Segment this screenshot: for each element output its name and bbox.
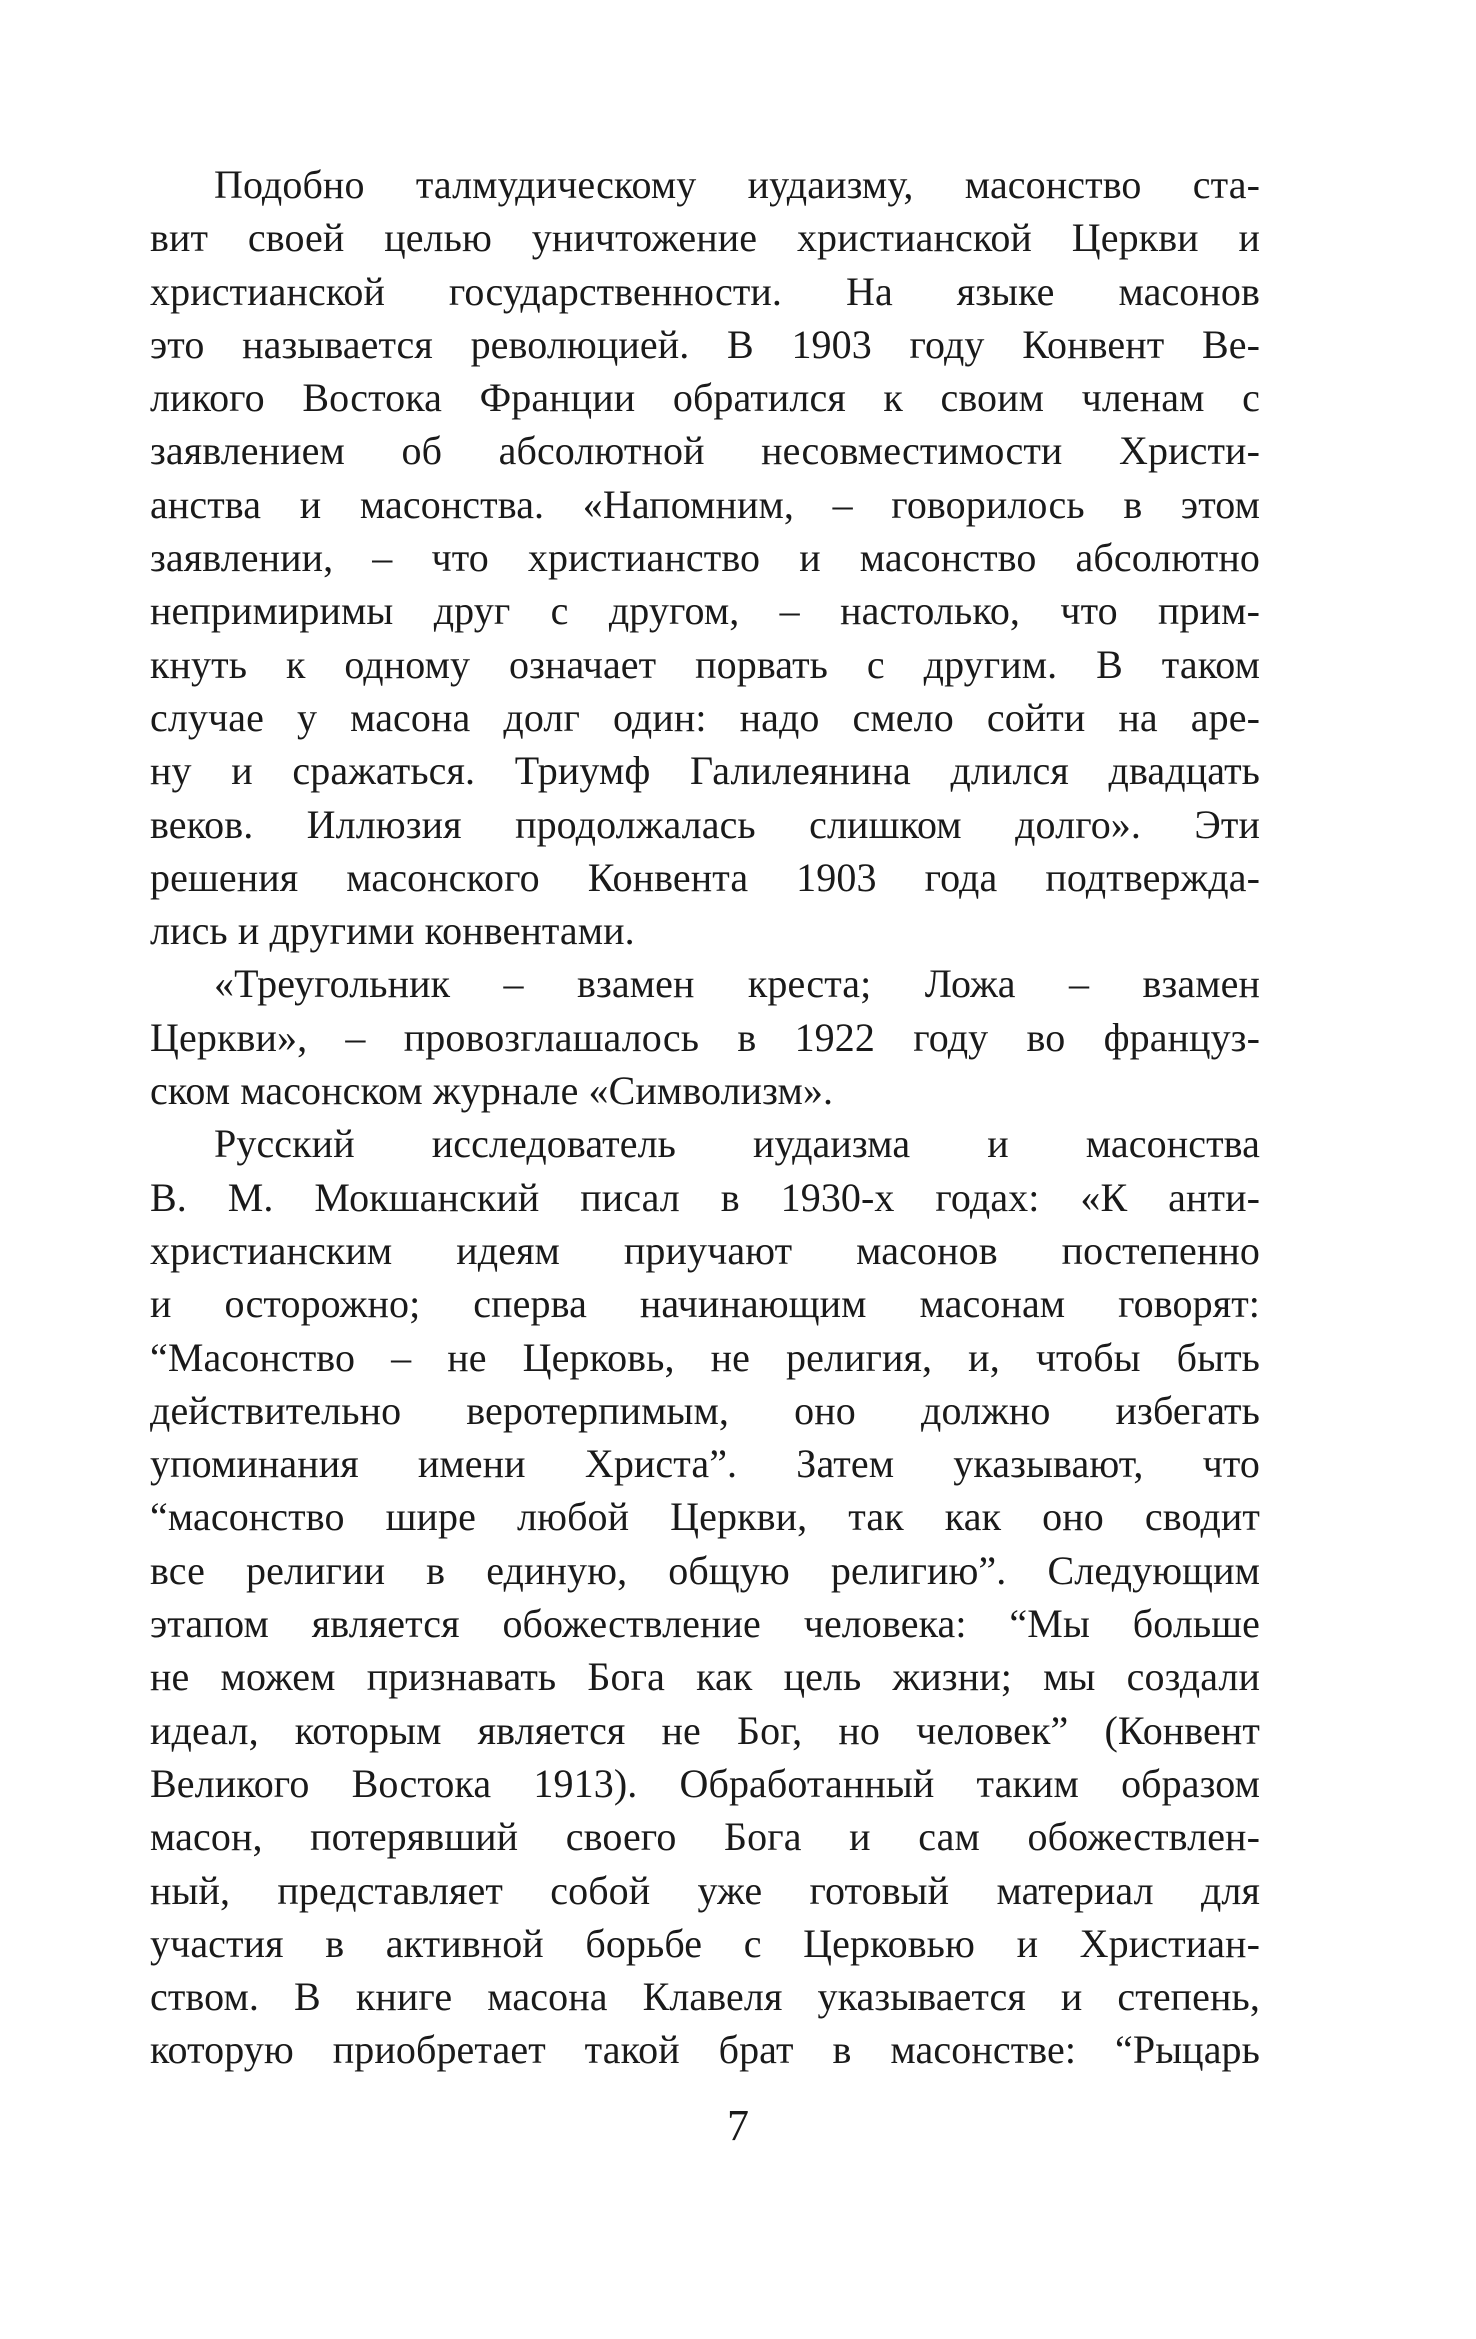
text-line: анства и масонства. «Напомним, – говорилось в этом: [150, 481, 1260, 527]
text-line: ликого Востока Франции обратился к своим членам с: [150, 375, 1260, 421]
text-line: все религии в единую, общую религию”. Следующим: [150, 1547, 1260, 1593]
text-line: Великого Востока 1913). Обработанный таким образом: [150, 1760, 1260, 1806]
text-line: идеал, которым является не Бог, но человек” (Конвент: [150, 1707, 1260, 1753]
text-line: христианской государственности. На языке масонов: [150, 268, 1260, 314]
text-line: «Треугольник – взамен креста; Ложа – взамен: [214, 961, 1260, 1007]
text-line: непримиримы друг с другом, – настолько, что прим-: [150, 588, 1260, 634]
page-number: 7: [727, 2101, 749, 2150]
text-line: В. М. Мокшанский писал в 1930-х годах: «К анти-: [150, 1174, 1260, 1220]
paragraph: [150, 158, 1260, 957]
text-line: Подобно талмудическому иудаизму, масонство ста-: [214, 162, 1260, 207]
text-line: вит своей целью уничтожение христианской Церкви и: [150, 215, 1260, 261]
text-line: упоминания имени Христа”. Затем указывают, что: [150, 1441, 1260, 1487]
text-line: не можем признавать Бога как цель жизни; мы создали: [150, 1654, 1260, 1700]
text-line: ный, представляет собой уже готовый материал для: [150, 1867, 1260, 1913]
text-line: “масонство шире любой Церкви, так как оно сводит: [150, 1494, 1260, 1540]
text-line: этапом является обожествление человека: “Мы больше: [150, 1601, 1260, 1647]
text-line: Церкви», – провозглашалось в 1922 году во француз-: [150, 1014, 1260, 1060]
body-text: [150, 158, 1260, 2077]
text-line: участия в активной борьбе с Церковью и Христиан-: [150, 1920, 1260, 1966]
paragraph: [150, 957, 1260, 1117]
text-line: ну и сражаться. Триумф Галилеянина длился двадцать: [150, 748, 1260, 794]
text-line: кнуть к одному означает порвать с другим. В таком: [150, 641, 1260, 687]
text-line: и осторожно; сперва начинающим масонам говорят:: [150, 1281, 1260, 1327]
text-line: “Масонство – не Церковь, не религия, и, чтобы быть: [150, 1334, 1260, 1380]
text-line: ством. В книге масона Клавеля указывается и степень,: [150, 1974, 1260, 2020]
text-line: заявлением об абсолютной несовместимости Христи-: [150, 428, 1260, 474]
text-line: которую приобретает такой брат в масонстве: “Рыцарь: [150, 2027, 1260, 2073]
text-line: решения масонского Конвента 1903 года подтвержда-: [150, 854, 1260, 900]
text-line: Русский исследователь иудаизма и масонства: [214, 1121, 1260, 1167]
paragraph: [150, 1117, 1260, 2076]
text-line: лись и другими конвентами.: [150, 908, 635, 954]
text-line: веков. Иллюзия продолжалась слишком долго». Эти: [150, 801, 1260, 847]
text-line: христианским идеям приучают масонов постепенно: [150, 1227, 1260, 1273]
text-line: масон, потерявший своего Бога и сам обожествлен-: [150, 1814, 1260, 1860]
text-line: заявлении, – что христианство и масонство абсолютно: [150, 535, 1260, 581]
text-line: действительно веротерпимым, оно должно избегать: [150, 1387, 1260, 1433]
text-line: случае у масона долг один: надо смело сойти на аре-: [150, 694, 1260, 740]
text-line: это называется революцией. В 1903 году Конвент Ве-: [150, 321, 1260, 367]
text-line: ском масонском журнале «Символизм».: [150, 1068, 834, 1114]
